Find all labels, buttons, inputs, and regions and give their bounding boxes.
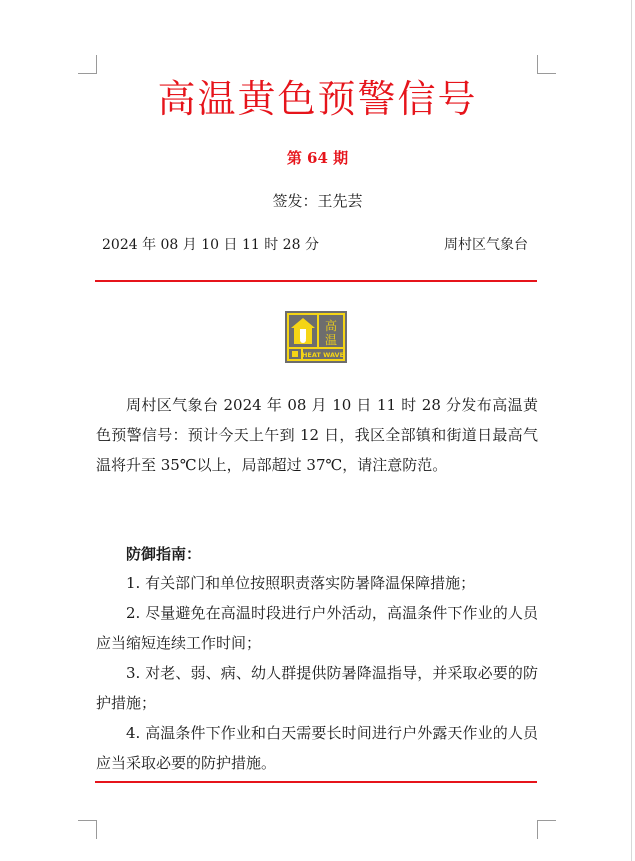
signal-glyph-bottom: 温 <box>324 333 338 347</box>
signal-glyph-top: 高 <box>324 319 338 333</box>
signer-line: 签发：王先芸 <box>272 192 363 210</box>
page-corner-mark-bottom-right <box>537 820 556 839</box>
guidance-item: 3. 对老、弱、病、幼人群提供防暑降温指导，并采取必要的防护措施； <box>96 664 538 712</box>
guidance-item: 1. 有关部门和单位按照职责落实防暑降温保障措施； <box>126 574 476 592</box>
document-title: 高温黄色预警信号 <box>157 77 478 121</box>
page-corner-mark-top-left <box>78 55 97 74</box>
guidance-item: 2. 尽量避免在高温时段进行户外活动，高温条件下作业的人员应当缩短连续工作时间； <box>96 604 538 652</box>
page-edge <box>631 0 632 861</box>
footer-divider <box>95 781 537 783</box>
issue-datetime: 2024 年 08 月 10 日 11 时 28 分 <box>102 237 319 253</box>
warning-main-paragraph: 周村区气象台 2024 年 08 月 10 日 11 时 28 分发布高温黄色预警信号：预计今天上午到 12 日，我区全部镇和街道日最高气温将升至 35℃以上，局部超过 37℃，请注意防范。 <box>96 396 538 474</box>
meta-row <box>102 234 528 256</box>
signal-caption: HEAT WAVE <box>301 351 345 359</box>
guidance-title: 防御指南： <box>126 545 202 563</box>
page-corner-mark-bottom-left <box>78 820 97 839</box>
heat-wave-yellow-signal-icon <box>285 311 347 363</box>
header-divider <box>95 280 537 282</box>
guidance-item: 4. 高温条件下作业和白天需要长时间进行户外露天作业的人员应当采取必要的防护措施。 <box>96 724 538 772</box>
issuing-organization: 周村区气象台 <box>444 237 528 253</box>
page-corner-mark-top-right <box>537 55 556 74</box>
issue-number: 第 64 期 <box>286 149 349 167</box>
